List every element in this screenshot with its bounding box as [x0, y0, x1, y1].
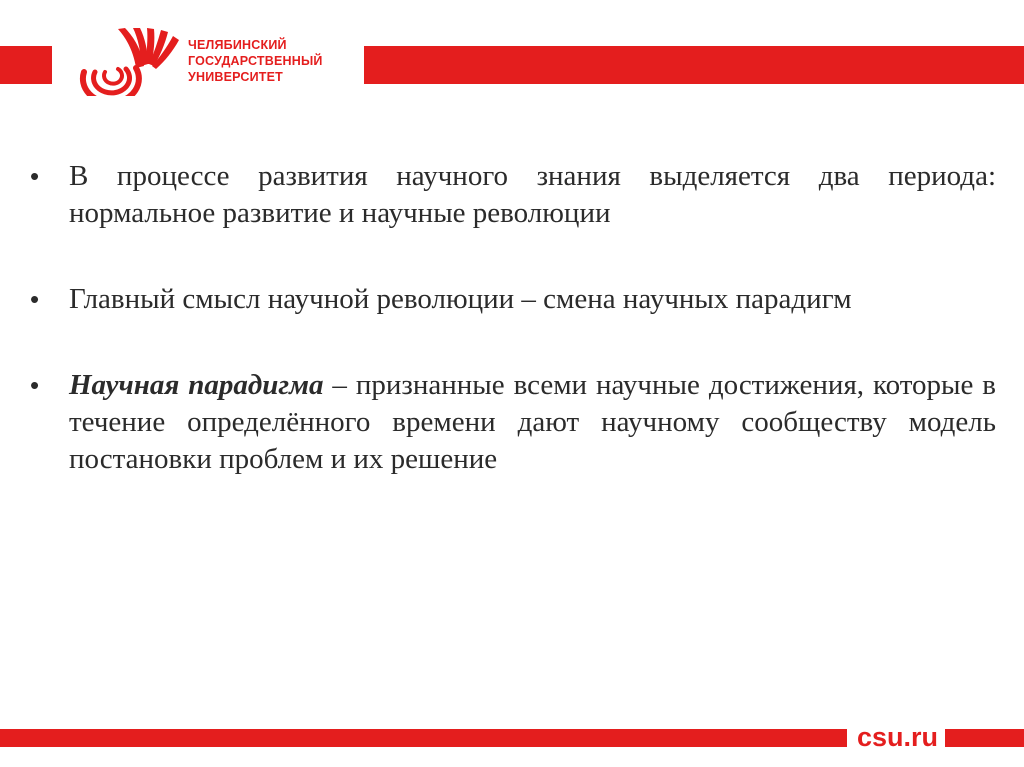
- footer-red-bar-left: [0, 729, 847, 747]
- university-name-line: УНИВЕРСИТЕТ: [188, 70, 283, 84]
- bullet-text: В процессе развития научного знания выделяется два периода: нормальное развитие и научные революции: [69, 160, 996, 229]
- bullet-text: – признанные всеми научные достижения, которые в течение определённого времени дают научному сообществу модель постановки проблем и их решение: [69, 369, 996, 475]
- csu-swirl-logo-icon: [78, 26, 182, 96]
- site-url: csu.ru: [857, 722, 939, 752]
- bullet-item: [30, 367, 996, 478]
- header-red-bar-left: [0, 46, 52, 84]
- bullet-item: [30, 281, 996, 318]
- bullet-symbol: •: [30, 370, 40, 400]
- bullet-symbol: •: [30, 284, 40, 314]
- university-name-line: ЧЕЛЯБИНСКИЙ: [188, 38, 287, 52]
- header-red-bar-right: [364, 46, 1024, 84]
- university-name-line: ГОСУДАРСТВЕННЫЙ: [188, 54, 323, 68]
- university-name: [188, 37, 323, 85]
- definition-term: Научная парадигма: [69, 369, 324, 401]
- footer-red-bar-right: [945, 729, 1024, 747]
- bullet-text: Главный смысл научной революции – смена научных парадигм: [69, 283, 852, 315]
- bullet-symbol: •: [30, 161, 40, 191]
- bullet-list: [30, 158, 996, 478]
- bullet-item: [30, 158, 996, 232]
